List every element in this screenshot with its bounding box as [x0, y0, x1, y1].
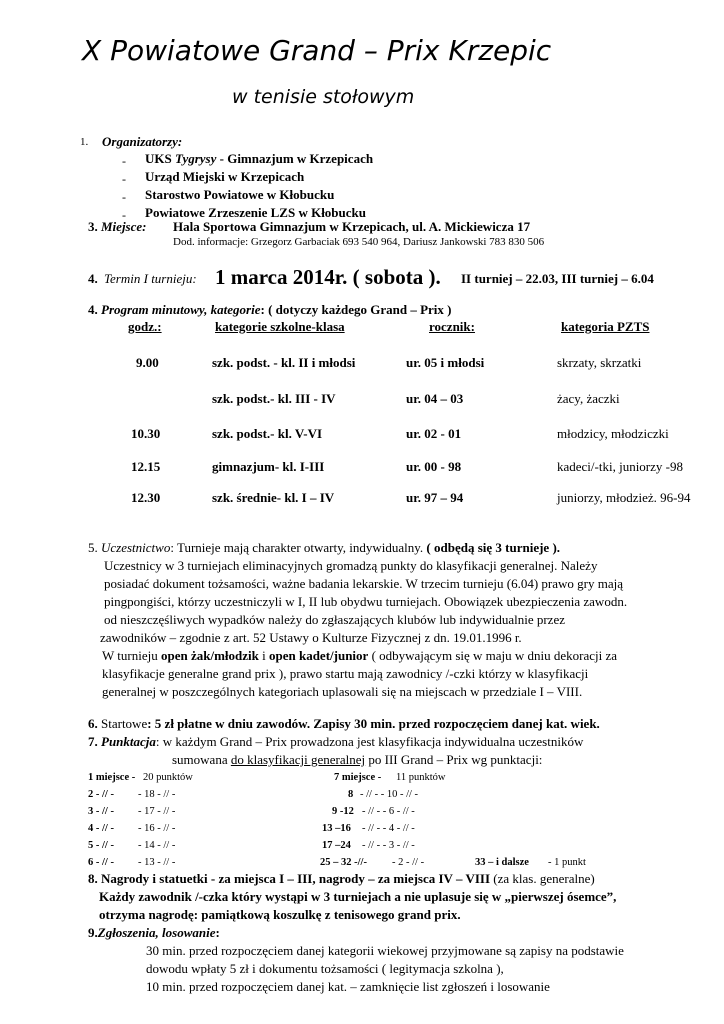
points-a-6-place: 6 - // -	[88, 857, 114, 868]
row-4-year: ur. 00 - 98	[406, 459, 462, 474]
row-5-year: ur. 97 – 94	[406, 490, 464, 505]
section-4b-label: Program minutowy, kategorie	[101, 302, 261, 317]
header-year: rocznik:	[429, 319, 475, 334]
row-5-category: szk. średnie- kl. I – IV	[212, 490, 335, 505]
organizer-item-2: Urząd Miejski w Krzepicach	[145, 169, 305, 184]
row-5-time: 12.30	[131, 490, 161, 505]
section-5-line-5: od nieszczęśliwych wypadków należy do zgłaszających klubów lub indywidualnie przez	[104, 612, 565, 627]
organizer-item-1-c: - Gimnazjum w Krzepicach	[216, 151, 374, 166]
organizer-item-4: Powiatowe Zrzeszenie LZS w Kłobucku	[145, 205, 366, 220]
section-8-l1a: 8. Nagrody i statuetki - za miejsca I – III, nagrody – za miejsca IV – VIII	[88, 871, 491, 886]
row-4-pzts: kadeci/-tki, juniorzy -98	[557, 459, 683, 474]
points-b-4-place: 13 –16	[322, 823, 351, 834]
section-6-number: 6.	[88, 716, 98, 731]
row-1-year: ur. 05 i młodsi	[406, 355, 485, 370]
document-title: X Powiatowe Grand – Prix Krzepic	[82, 34, 552, 67]
points-b-2-value: - // - - 10 - // -	[360, 789, 419, 800]
points-b-6-value: - 2 - // -	[392, 857, 425, 868]
section-6-label: Startowe	[97, 716, 148, 731]
section-4b-number: 4.	[88, 302, 98, 317]
bullet-dash: -	[122, 208, 126, 222]
header-school-category: kategorie szkolne-klasa	[215, 319, 345, 334]
section-5-line-2: Uczestnicy w 3 turniejach eliminacyjnych gromadzą punkty do klasyfikacji generalnej. Należy	[104, 558, 598, 573]
points-a-3-value: - 17 - // -	[138, 806, 176, 817]
organizer-item-1-a: UKS	[145, 151, 175, 166]
section-5-l7b: open żak/młodzik	[160, 648, 259, 663]
points-a-2-value: - 18 - // -	[138, 789, 176, 800]
row-3-category: szk. podst.- kl. V-VI	[212, 426, 323, 441]
points-a-4-value: - 16 - // -	[138, 823, 176, 834]
points-b-5-value: - // - - 3 - // -	[362, 840, 415, 851]
points-a-1-value: 20 punktów	[143, 772, 193, 783]
venue-text: Hala Sportowa Gimnazjum w Krzepicach, ul. A. Mickiewicza 17	[173, 219, 531, 234]
points-a-2-place: 2 - // -	[88, 789, 114, 800]
section-3-number: 3.	[88, 219, 98, 234]
other-tournaments: II turniej – 22.03, III turniej – 6.04	[461, 271, 654, 286]
header-pzts: kategoria PZTS	[561, 319, 650, 334]
section-7-l2a: sumowana	[172, 752, 231, 767]
section-8-line-3: otrzyma nagrodę: pamiątkową koszulkę z tenisowego grand prix.	[99, 907, 461, 922]
section-6-text: : 5 zł płatne w dniu zawodów. Zapisy 30 min. przed rozpoczęciem danej kat. wiek.	[147, 716, 600, 731]
section-8-line-1	[88, 871, 595, 887]
row-2-year: ur. 04 – 03	[406, 391, 464, 406]
points-a-5-value: - 14 - // -	[138, 840, 176, 851]
organizer-item-3: Starostwo Powiatowe w Kłobucku	[145, 187, 335, 202]
points-a-6-value: - 13 - // -	[138, 857, 176, 868]
row-1-time: 9.00	[136, 355, 159, 370]
section-4b-rest: : ( dotyczy każdego Grand – Prix )	[260, 302, 452, 317]
section-7-l2b: do klasyfikacji generalnej	[230, 752, 366, 767]
row-1-category: szk. podst. - kl. II i młodsi	[212, 355, 356, 370]
section-5-line-8: klasyfikacje generalne grand prix ), prawo startu mają zawodnicy /-czki którzy w klasyfikacji	[102, 666, 589, 681]
points-b-1-value: 11 punktów	[396, 772, 446, 783]
row-3-time: 10.30	[131, 426, 161, 441]
section-9-line-3: 10 min. przed rozpoczęciem danej kat. – zamknięcie list zgłoszeń i losowanie	[146, 979, 550, 994]
first-tournament-date: 1 marca 2014r. ( sobota ).	[215, 265, 441, 289]
row-5-pzts: juniorzy, młodzież. 96-94	[557, 490, 691, 505]
bullet-dash: -	[122, 190, 126, 204]
section-5-line-6: zawodników – zgodnie z art. 52 Ustawy o Kulturze Fizycznej z dn. 19.01.1996 r.	[100, 630, 522, 645]
section-8-line-2: Każdy zawodnik /-czka który wystąpi w 3 turniejach a nie uplasuje się w „pierwszej ósemce”,	[99, 889, 617, 904]
section-5-l7e: ( odbywającym się w maju w dniu dekoracji za	[368, 648, 618, 663]
points-a-5-place: 5 - // -	[88, 840, 114, 851]
section-3-label: Miejsce:	[101, 219, 147, 234]
section-5-number: 5.	[88, 540, 98, 555]
section-7-number: 7.	[88, 734, 98, 749]
points-b-6-place: 25 – 32 -//-	[320, 857, 367, 868]
header-time: godz.:	[128, 319, 162, 334]
section-9-line-2: dowodu wpłaty 5 zł i dokumentu tożsamości ( legitymacja szkolna ),	[146, 961, 504, 976]
section-5-label: Uczestnictwo	[101, 540, 171, 555]
points-extra-value: - 1 punkt	[548, 857, 586, 868]
row-4-time: 12.15	[131, 459, 161, 474]
points-a-3-place: 3 - // -	[88, 806, 114, 817]
section-5-l1a: : Turnieje mają charakter otwarty, indywidualny.	[170, 540, 427, 555]
section-1-heading: Organizatorzy:	[102, 134, 183, 149]
points-b-2-place: 8	[348, 789, 354, 800]
section-9-heading	[88, 925, 220, 941]
points-a-4-place: 4 - // -	[88, 823, 114, 834]
section-7-l1: : w każdym Grand – Prix prowadzona jest klasyfikacja indywidualna uczestników	[155, 734, 584, 749]
row-1-pzts: skrzaty, skrzatki	[557, 355, 642, 370]
points-a-1-place: 1 miejsce -	[88, 772, 136, 783]
bullet-dash: -	[122, 172, 126, 186]
section-5-line-3: posiadać dokument tożsamości, ważne badania lekarskie. W trzecim turnieju (6.04) prawo gry mają	[104, 576, 623, 591]
row-2-category: szk. podst.- kl. III - IV	[212, 391, 336, 406]
section-9-number: 9.	[88, 925, 98, 940]
row-4-category: gimnazjum- kl. I-III	[212, 459, 325, 474]
points-b-3-value: - // - - 6 - // -	[362, 806, 415, 817]
points-b-5-place: 17 –24	[322, 840, 351, 851]
row-3-pzts: młodzicy, młodziczki	[557, 426, 669, 441]
section-7-label: Punktacja	[101, 734, 156, 749]
row-3-year: ur. 02 - 01	[406, 426, 462, 441]
section-7-line-2	[172, 752, 542, 768]
section-9-colon: :	[215, 925, 220, 940]
section-4a-label: Termin I turnieju:	[104, 271, 197, 286]
points-extra-place: 33 – i dalsze	[475, 857, 529, 868]
section-6	[88, 716, 600, 732]
organizer-item-1	[145, 151, 373, 167]
points-b-3-place: 9 -12	[332, 806, 354, 817]
points-b-4-value: - // - - 4 - // -	[362, 823, 415, 834]
section-5-line-1	[88, 540, 560, 556]
section-5-line-7	[102, 648, 617, 664]
points-b-1-place: 7 miejsce -	[334, 772, 382, 783]
section-5-line-4: pingpongiści, którzy uczestniczyli w I, II lub obydwu turniejach. Obowiązek ubezpieczenia zawodn.	[104, 594, 628, 609]
document-subtitle: w tenisie stołowym	[232, 86, 415, 108]
section-3	[88, 219, 146, 235]
organizer-item-1-b: Tygrysy	[174, 151, 217, 166]
section-4a-number: 4.	[88, 271, 98, 286]
section-5-l1b: ( odbędą się 3 turnieje ).	[426, 540, 561, 555]
section-7-l2c: po III Grand – Prix wg punktacji:	[365, 752, 543, 767]
section-4b	[88, 302, 452, 318]
section-5-l7c: i	[258, 648, 269, 663]
contact-info: Dod. informacje: Grzegorz Garbaciak 693 540 964, Dariusz Jankowski 783 830 506	[173, 236, 545, 248]
bullet-dash: -	[122, 154, 126, 168]
section-7-line-1	[88, 734, 583, 750]
section-8-l1b: (za klas. generalne)	[490, 871, 595, 886]
row-2-pzts: żacy, żaczki	[557, 391, 620, 406]
section-5-l7a: W turnieju	[102, 648, 161, 663]
section-9-label: Zgłoszenia, losowanie	[97, 925, 216, 940]
section-5-l7d: open kadet/junior	[268, 648, 369, 663]
section-1-number: 1.	[80, 136, 89, 148]
section-9-line-1: 30 min. przed rozpoczęciem danej kategorii wiekowej przyjmowane są zapisy na podstawie	[146, 943, 624, 958]
section-5-line-9: generalnej w poszczególnych kategoriach uplasowali się na miejscach w przedziale I – VIII.	[102, 684, 583, 699]
